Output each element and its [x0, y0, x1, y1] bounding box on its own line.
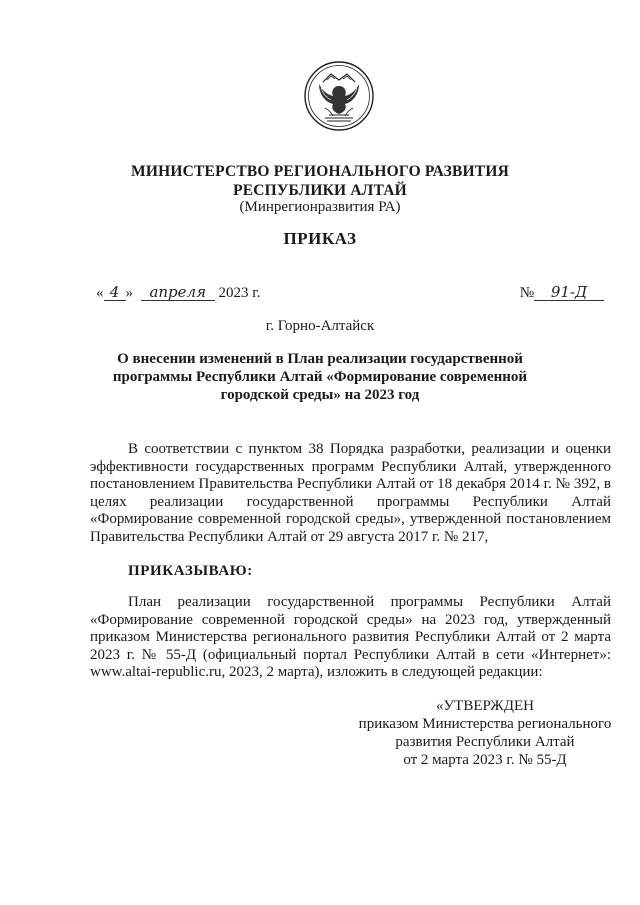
- approved-line3: развития Республики Алтай: [395, 734, 575, 750]
- ministry-name: [0, 162, 640, 200]
- order-paragraph: План реализации государственной программы Республики Алтай «Формирование современной городской среды» на 2023 год, утвержденный приказом Министерства регионального развития Республики Алтай от 2 марта 2023 г. № 55-Д (официальный портал Республики Алтай в сети «Интернет»: www.altai-republic.ru, 2023, 2 марта), изложить в следующей редакции:: [90, 594, 611, 681]
- preamble-paragraph: В соответствии с пунктом 38 Порядка разработки, реализации и оценки эффективности государственных программ Республики Алтай, утвержденного постановлением Правительства Республики Алтай от 18 декабря 2014 г. № 392, в целях реализации государственной программы Республики Алтай «Формирование современной городской среды», утвержденной постановлением Правительства Республики Алтай от 29 августа 2017 г. № 217,: [90, 441, 611, 545]
- approved-line1: «УТВЕРЖДЕН: [436, 698, 534, 714]
- date-quote-close: »: [125, 285, 133, 301]
- date-month: апреля: [141, 284, 215, 301]
- date-year: 2023 г.: [218, 285, 261, 301]
- city: г. Горно-Алтайск: [265, 318, 375, 334]
- orders-heading: ПРИКАЗЫВАЮ:: [128, 563, 253, 579]
- dateline: [96, 282, 604, 306]
- ministry-name-line1: МИНИСТЕРСТВО РЕГИОНАЛЬНОГО РАЗВИТИЯ: [131, 163, 509, 180]
- approved-line4: от 2 марта 2023 г. № 55-Д: [403, 752, 567, 768]
- ministry-name-line2: РЕСПУБЛИКИ АЛТАЙ: [233, 182, 407, 199]
- number-prefix: №: [519, 285, 534, 301]
- document-type-title: ПРИКАЗ: [283, 229, 357, 248]
- ministry-short-name: (Минрегионразвития РА): [239, 199, 401, 215]
- order-number: [520, 284, 604, 302]
- approved-line2: приказом Министерства регионального: [358, 716, 612, 732]
- number-value: 91-Д: [534, 284, 604, 301]
- order-subject: О внесении изменений в План реализации государственной программы Республики Алтай «Формирование современной городской среды» на 2023 год: [112, 351, 528, 403]
- date-quote-open: «: [96, 285, 104, 301]
- coat-of-arms-icon: [303, 60, 375, 132]
- date-day: 4: [104, 284, 126, 301]
- approved-block: [345, 697, 625, 769]
- order-date: [96, 284, 260, 302]
